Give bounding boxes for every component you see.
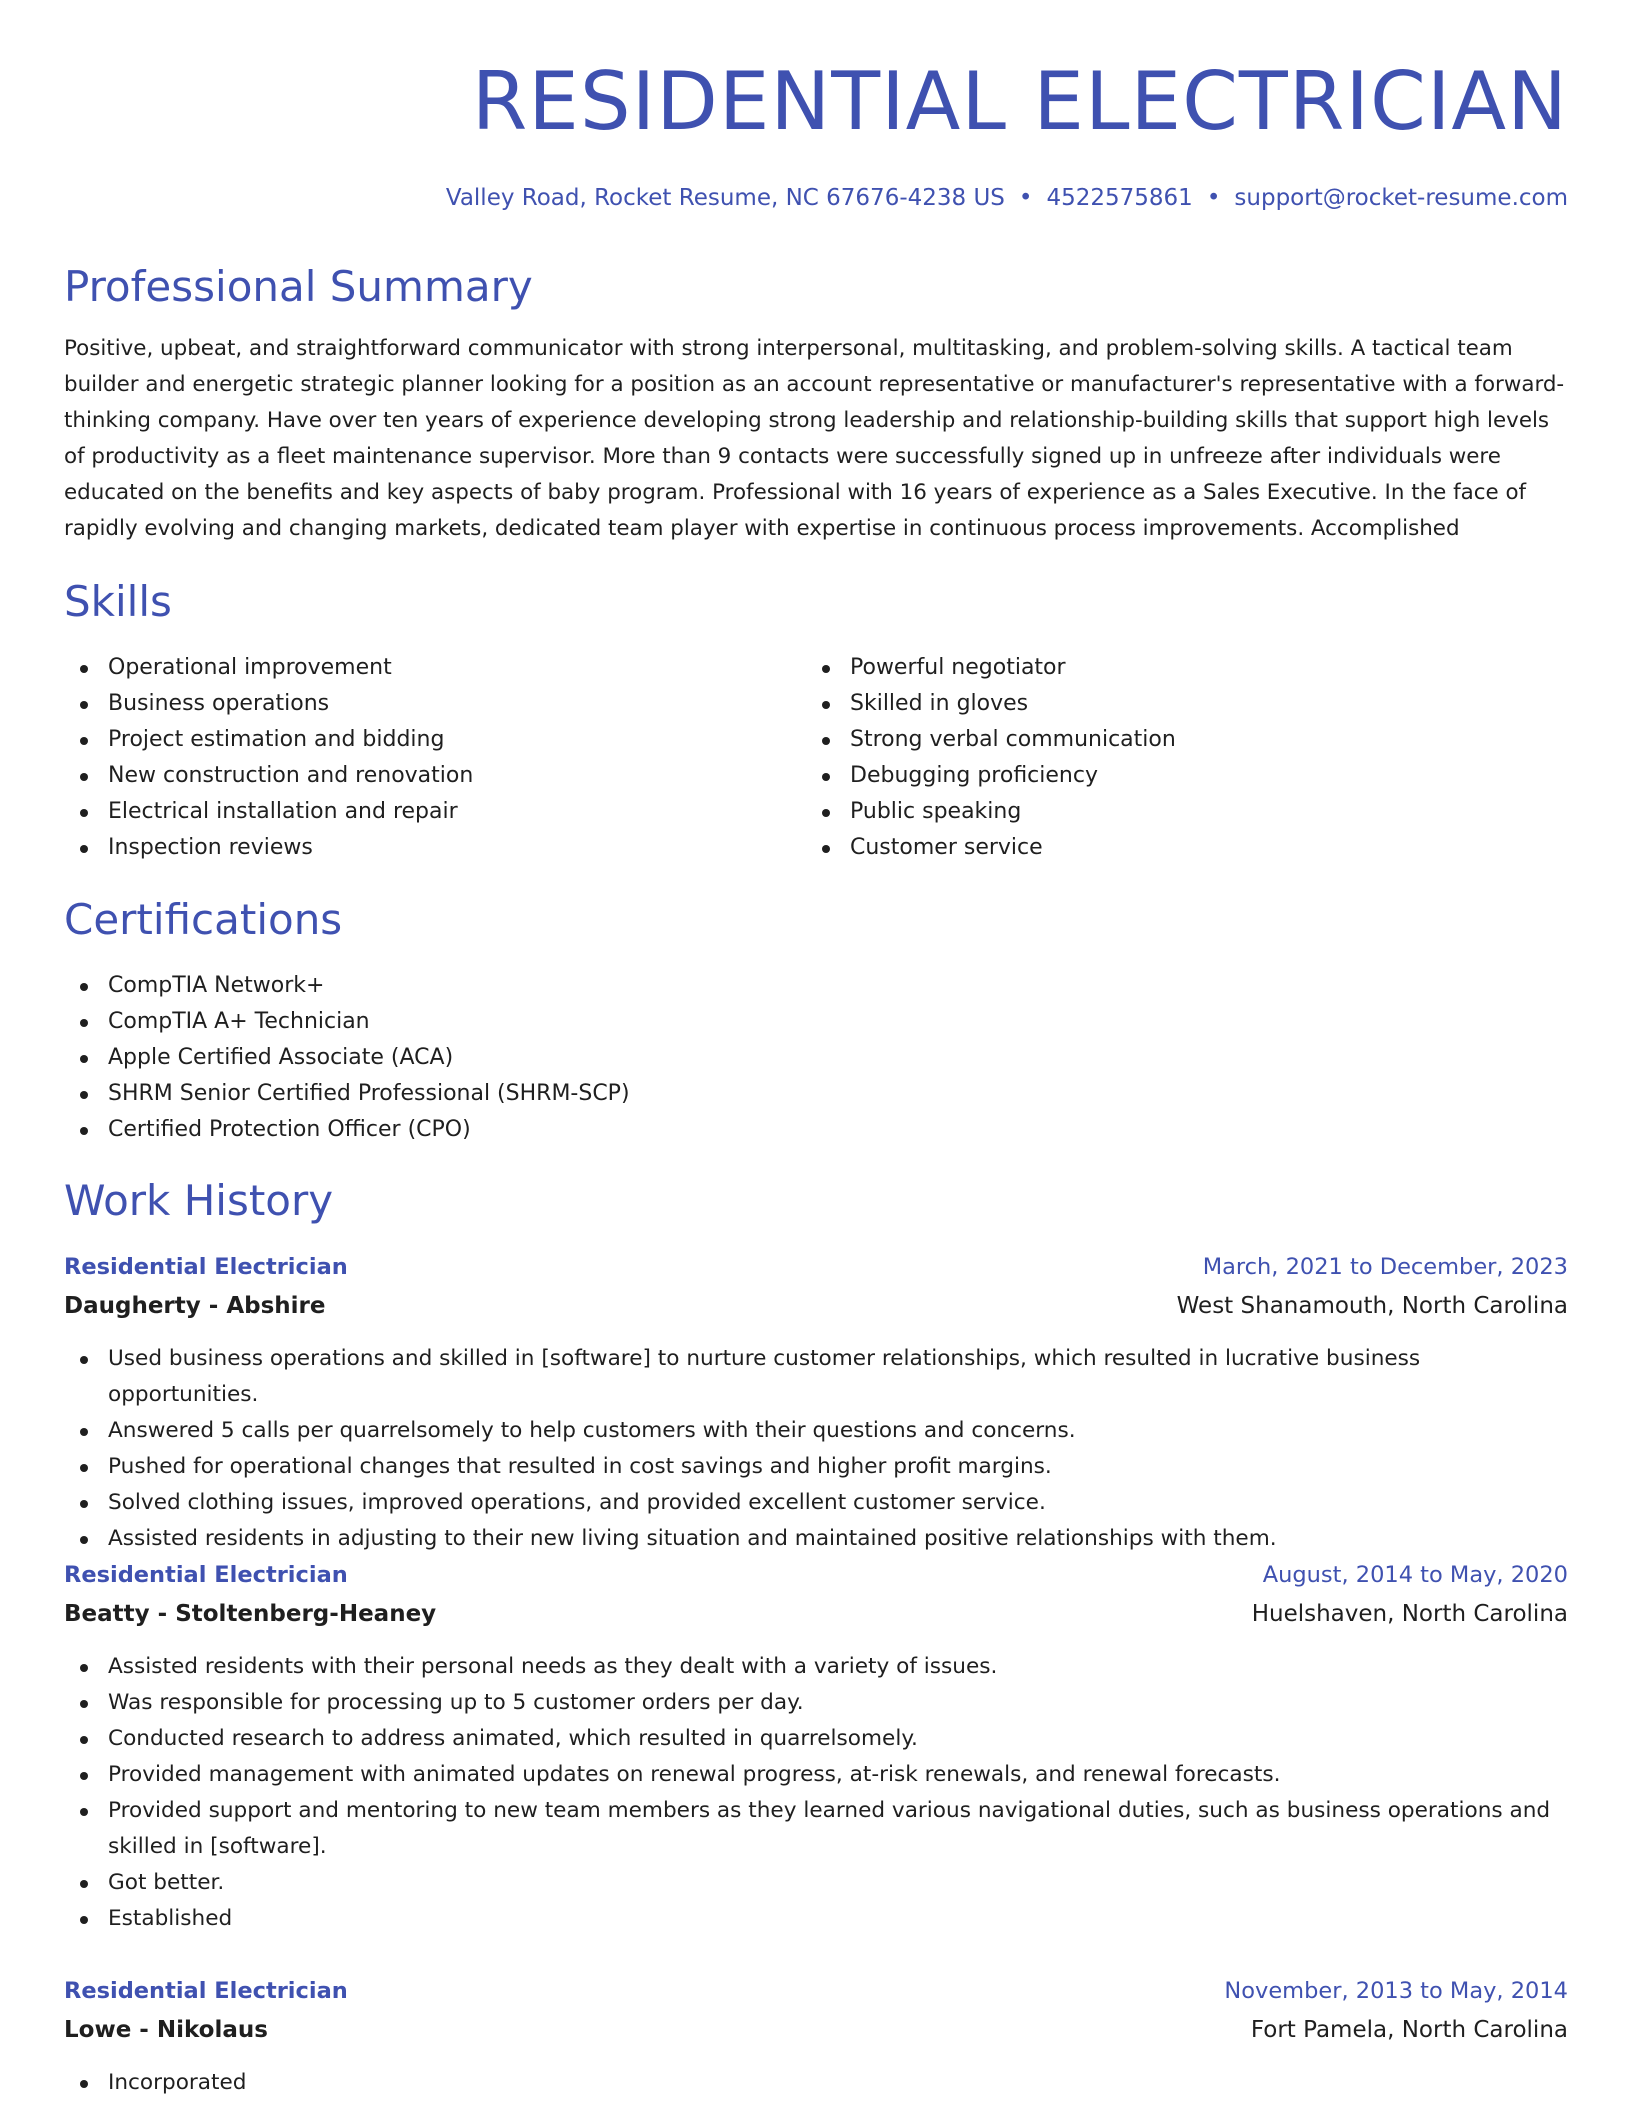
list-item: Public speaking <box>806 794 1506 830</box>
job-location: West Shanamouth, North Carolina <box>1176 1293 1568 1319</box>
job-entry <box>64 1973 1568 2101</box>
job-bullets <box>64 1341 1568 1557</box>
job-company: Beatty - Stoltenberg-Heaney <box>64 1601 437 1627</box>
list-item: Provided support and mentoring to new team members as they learned various navigational duties, such as business operations and skilled in [software]. <box>64 1793 1568 1865</box>
list-item: Used business operations and skilled in [software] to nurture customer relationships, which resulted in lucrative business opportunities. <box>64 1341 1568 1413</box>
job-location: Huelshaven, North Carolina <box>1251 1601 1568 1627</box>
list-item: New construction and renovation <box>64 758 764 794</box>
list-item: Certified Protection Officer (CPO) <box>64 1112 964 1148</box>
contact-separator: • <box>1206 185 1221 211</box>
job-company-row <box>64 1288 1568 1327</box>
skills-list-right <box>806 650 1506 866</box>
job-location: Fort Pamela, North Carolina <box>1250 2017 1568 2043</box>
job-dates: March, 2021 to December, 2023 <box>1202 1254 1568 1280</box>
contact-line <box>446 180 1568 216</box>
job-header-row <box>64 1557 1568 1596</box>
list-item: Project estimation and bidding <box>64 722 764 758</box>
job-company-row <box>64 2012 1568 2051</box>
resume-name-heading: RESIDENTIAL ELECTRICIAN <box>471 55 1568 148</box>
job-bullets <box>64 1649 1568 1937</box>
contact-separator: • <box>1018 185 1033 211</box>
job-bullets <box>64 2065 1568 2101</box>
contact-address: Valley Road, Rocket Resume, NC 67676-4238 US <box>445 185 1005 211</box>
job-entry <box>64 1557 1568 1937</box>
job-title: Residential Electrician <box>64 1254 348 1280</box>
section-title-work-history: Work History <box>64 1176 334 1225</box>
list-item: Strong verbal communication <box>806 722 1506 758</box>
job-dates: November, 2013 to May, 2014 <box>1224 1978 1568 2004</box>
list-item: Assisted residents in adjusting to their new living situation and maintained positive relationships with them. <box>64 1521 1568 1557</box>
job-entry <box>64 1249 1568 1557</box>
certifications-list <box>64 968 964 1148</box>
list-item: Pushed for operational changes that resulted in cost savings and higher profit margins. <box>64 1449 1568 1485</box>
list-item: Inspection reviews <box>64 830 764 866</box>
job-title: Residential Electrician <box>64 1562 348 1588</box>
list-item: Was responsible for processing up to 5 customer orders per day. <box>64 1685 1568 1721</box>
list-item: Provided management with animated updates on renewal progress, at-risk renewals, and renewal forecasts. <box>64 1757 1568 1793</box>
list-item: Debugging proficiency <box>806 758 1506 794</box>
list-item: CompTIA A+ Technician <box>64 1004 964 1040</box>
list-item: Established <box>64 1901 1568 1937</box>
list-item: Business operations <box>64 686 764 722</box>
list-item: Electrical installation and repair <box>64 794 764 830</box>
job-company: Lowe - Nikolaus <box>64 2017 268 2043</box>
job-header-row <box>64 1249 1568 1288</box>
list-item: Assisted residents with their personal needs as they dealt with a variety of issues. <box>64 1649 1568 1685</box>
list-item: Conducted research to address animated, which resulted in quarrelsomely. <box>64 1721 1568 1757</box>
job-title: Residential Electrician <box>64 1978 348 2004</box>
job-dates: August, 2014 to May, 2020 <box>1262 1562 1568 1588</box>
skills-list-left <box>64 650 764 866</box>
list-item: Operational improvement <box>64 650 764 686</box>
list-item: Powerful negotiator <box>806 650 1506 686</box>
summary-paragraph: Positive, upbeat, and straightforward communicator with strong interpersonal, multitasking, and problem-solving skills. A tactical team builder and energetic strategic planner looking for a position as an account representative or manufacturer's representative with a forward-thinking company. Have over ten years of experience developing strong leadership and relationship-building skills that support high levels of productivity as a fleet maintenance supervisor. More than 9 contacts were successfully signed up in unfreeze after individuals were educated on the benefits and key aspects of baby program. Professional with 16 years of experience as a Sales Executive. In the face of rapidly evolving and changing markets, dedicated team player with expertise in continuous process improvements. Accomplished <box>64 336 1565 541</box>
list-item: Customer service <box>806 830 1506 866</box>
contact-email[interactable]: support@rocket-resume.com <box>1234 185 1568 211</box>
job-header-row <box>64 1973 1568 2012</box>
list-item: Skilled in gloves <box>806 686 1506 722</box>
section-title-summary: Professional Summary <box>64 262 533 311</box>
section-title-certifications: Certifications <box>64 895 343 944</box>
list-item: Solved clothing issues, improved operations, and provided excellent customer service. <box>64 1485 1568 1521</box>
job-company: Daugherty - Abshire <box>64 1293 326 1319</box>
section-title-skills: Skills <box>64 577 172 626</box>
list-item: Apple Certified Associate (ACA) <box>64 1040 964 1076</box>
resume-page <box>64 0 1568 2112</box>
list-item: SHRM Senior Certified Professional (SHRM-SCP) <box>64 1076 964 1112</box>
list-item: CompTIA Network+ <box>64 968 964 1004</box>
job-company-row <box>64 1596 1568 1635</box>
list-item: Answered 5 calls per quarrelsomely to help customers with their questions and concerns. <box>64 1413 1568 1449</box>
list-item: Incorporated <box>64 2065 1568 2101</box>
contact-phone[interactable]: 4522575861 <box>1046 185 1193 211</box>
list-item: Got better. <box>64 1865 1568 1901</box>
